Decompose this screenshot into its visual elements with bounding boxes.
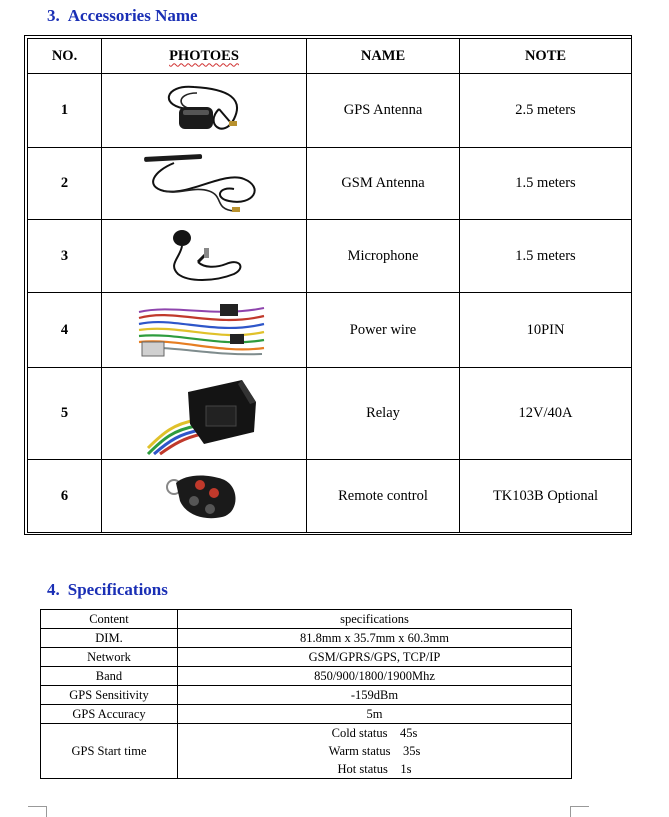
power-wire-icon [134,298,274,362]
table-row [28,368,632,460]
table-row [41,705,572,724]
row-name: Remote control [307,460,460,533]
spec-label: Band [41,667,178,686]
remote-control-icon [164,469,244,523]
table-row [28,220,632,293]
spec-value: 850/900/1800/1900Mhz [178,667,572,686]
spec-label: GPS Accuracy [41,705,178,724]
row-note: 10PIN [460,293,632,368]
spec-label: DIM. [41,629,178,648]
row-note: TK103B Optional [460,460,632,533]
spec-value: 5m [178,705,572,724]
relay-icon [144,372,264,456]
table-row [41,686,572,705]
table-row [28,293,632,368]
row-note: 12V/40A [460,368,632,460]
row-photo [102,74,307,148]
table-row [28,460,632,533]
cold-status: Cold status 45s [331,726,418,740]
spec-value-start-time [178,724,572,779]
warm-status: Warm status 35s [328,744,421,758]
table-row [41,724,572,779]
page-corner-mark [28,806,47,817]
row-note: 1.5 meters [460,220,632,293]
section-number: 3. [47,6,60,25]
spec-header-label: Content [41,610,178,629]
row-photo [102,220,307,293]
header-photos [102,39,307,74]
header-note: NOTE [460,39,632,74]
row-name: Power wire [307,293,460,368]
header-name: NAME [307,39,460,74]
accessories-table [27,38,632,533]
row-photo [102,460,307,533]
row-note: 2.5 meters [460,74,632,148]
table-row [28,74,632,148]
row-photo [102,293,307,368]
row-name: GSM Antenna [307,148,460,220]
accessories-heading [47,6,198,26]
spec-value: 81.8mm x 35.7mm x 60.3mm [178,629,572,648]
row-no: 6 [28,460,102,533]
specifications-heading [47,580,168,600]
spec-label: Network [41,648,178,667]
row-name: Microphone [307,220,460,293]
spec-value: -159dBm [178,686,572,705]
table-row [28,148,632,220]
section-title: Accessories Name [67,6,198,25]
gps-antenna-icon [149,79,259,143]
page-corner-mark [570,806,589,817]
row-name: GPS Antenna [307,74,460,148]
row-photo [102,148,307,220]
table-row [41,667,572,686]
gsm-antenna-icon [134,151,274,217]
spec-header-row [41,610,572,629]
row-no: 3 [28,220,102,293]
spec-value: GSM/GPRS/GPS, TCP/IP [178,648,572,667]
row-note: 1.5 meters [460,148,632,220]
row-no: 1 [28,74,102,148]
table-row [41,629,572,648]
specifications-table [40,609,572,779]
section-title: Specifications [67,580,168,599]
section-number: 4. [47,580,60,599]
table-header-row [28,39,632,74]
row-no: 5 [28,368,102,460]
row-photo [102,368,307,460]
spec-header-value: specifications [178,610,572,629]
header-photos-label: PHOTOES [169,47,239,64]
row-name: Relay [307,368,460,460]
header-no: NO. [28,39,102,74]
row-no: 4 [28,293,102,368]
spec-label: GPS Sensitivity [41,686,178,705]
accessories-table-frame [24,35,632,535]
hot-status: Hot status 1s [337,762,412,776]
spec-label: GPS Start time [41,724,178,779]
microphone-icon [154,224,254,288]
table-row [41,648,572,667]
row-no: 2 [28,148,102,220]
